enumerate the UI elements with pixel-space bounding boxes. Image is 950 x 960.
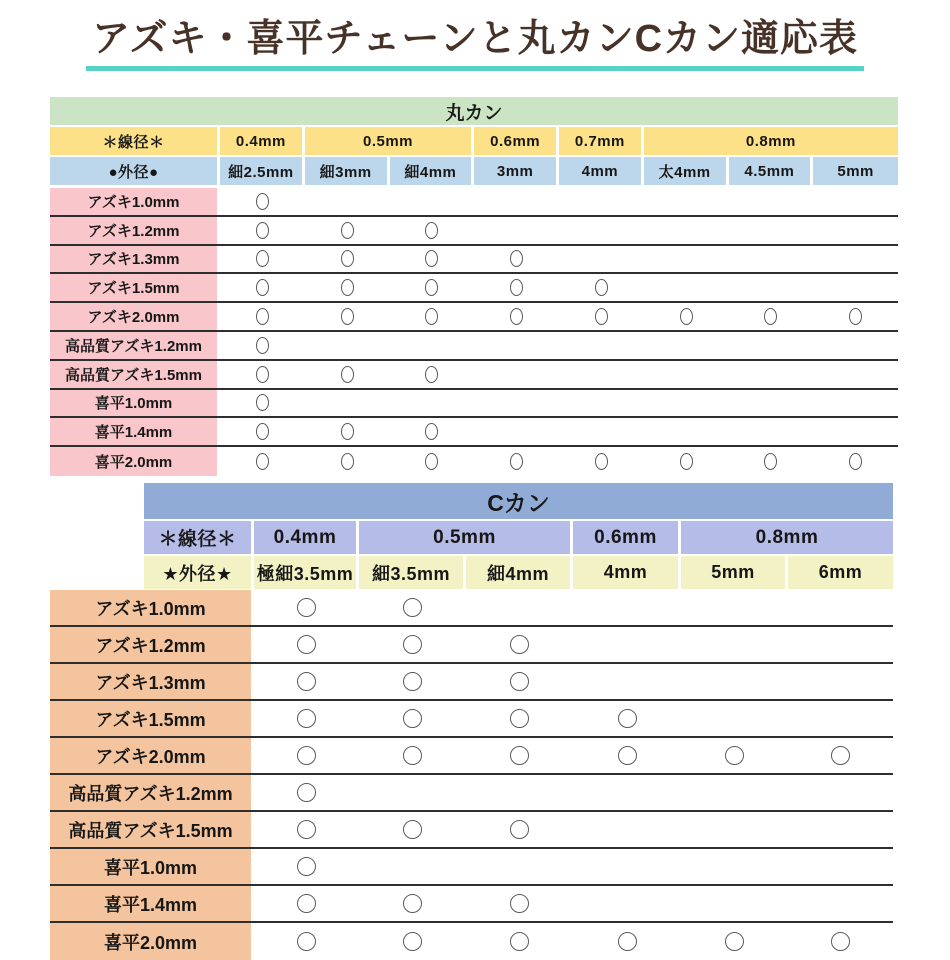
mark-cell <box>559 188 644 215</box>
compatible-mark <box>425 279 438 296</box>
chain-label: 喜平1.4mm <box>50 418 220 445</box>
outer-diameter-value: 細4mm <box>390 157 475 185</box>
compatible-mark <box>849 308 862 325</box>
mark-cell <box>474 361 559 388</box>
page-header <box>0 18 950 71</box>
chain-row <box>50 274 898 303</box>
mark-cell <box>474 217 559 244</box>
outer-diameter-value: 5mm <box>813 157 898 185</box>
mark-cell <box>474 303 559 330</box>
compatible-mark <box>510 635 529 654</box>
mark-cell <box>305 390 390 417</box>
chain-label: アズキ2.0mm <box>50 303 220 330</box>
mark-cell <box>788 701 893 736</box>
mark-cell <box>788 849 893 884</box>
mark-cell <box>729 217 814 244</box>
mark-cell <box>729 188 814 215</box>
chain-label: 高品質アズキ1.5mm <box>50 361 220 388</box>
chain-label: アズキ1.3mm <box>50 664 254 699</box>
mark-cell <box>220 246 305 273</box>
compatible-mark <box>297 635 316 654</box>
chain-label: アズキ2.0mm <box>50 738 254 773</box>
mark-cell <box>474 390 559 417</box>
compatible-mark <box>403 635 422 654</box>
compatible-mark <box>297 672 316 691</box>
outer-diameter-value: 4mm <box>573 556 681 589</box>
mark-cell <box>681 627 788 662</box>
mark-cell <box>474 447 559 476</box>
mark-cell <box>573 701 681 736</box>
mark-cell <box>729 274 814 301</box>
mark-cell <box>305 274 390 301</box>
mark-cell <box>573 812 681 847</box>
mark-cell <box>390 361 475 388</box>
compatible-mark <box>297 598 316 617</box>
outer-diameter-value: 4.5mm <box>729 157 814 185</box>
mark-cell <box>359 590 466 625</box>
wire-diameter-value: 0.6mm <box>573 521 681 554</box>
mark-cell <box>788 590 893 625</box>
compatible-mark <box>403 746 422 765</box>
mark-cell <box>573 923 681 960</box>
mark-cell <box>681 849 788 884</box>
mark-cell <box>254 849 359 884</box>
mark-cell <box>681 701 788 736</box>
mark-cell <box>254 812 359 847</box>
page-title: アズキ・喜平チェーンと丸カンCカン適応表 <box>86 18 864 71</box>
compatible-mark <box>256 193 269 210</box>
mark-cell <box>813 246 898 273</box>
chain-row <box>50 627 893 664</box>
mark-cell <box>466 738 573 773</box>
mark-cell <box>729 246 814 273</box>
outer-diameter-value: 細3mm <box>305 157 390 185</box>
compatible-mark <box>510 894 529 913</box>
mark-cell <box>729 361 814 388</box>
chain-row <box>50 447 898 476</box>
mark-cell <box>681 812 788 847</box>
mark-cell <box>466 923 573 960</box>
mark-cell <box>359 923 466 960</box>
mark-cell <box>220 361 305 388</box>
mark-cell <box>813 447 898 476</box>
mark-cell <box>788 923 893 960</box>
mark-cell <box>788 738 893 773</box>
mark-cell <box>466 886 573 921</box>
mark-cell <box>220 303 305 330</box>
mark-cell <box>254 923 359 960</box>
chain-row <box>50 390 898 419</box>
mark-cell <box>466 590 573 625</box>
mark-cell <box>220 217 305 244</box>
compatible-mark <box>256 366 269 383</box>
compatible-mark <box>341 279 354 296</box>
compatible-mark <box>403 932 422 951</box>
wire-diameter-label: ＊線径＊ <box>50 127 220 155</box>
mark-cell <box>559 246 644 273</box>
chain-label: アズキ1.5mm <box>50 274 220 301</box>
mark-cell <box>359 886 466 921</box>
compatible-mark <box>341 222 354 239</box>
mark-cell <box>729 303 814 330</box>
mark-cell <box>644 418 729 445</box>
compatible-mark <box>425 250 438 267</box>
mark-cell <box>681 775 788 810</box>
chain-row <box>50 923 893 960</box>
mark-cell <box>573 590 681 625</box>
compatible-mark <box>831 932 850 951</box>
outer-diameter-value: 太4mm <box>644 157 729 185</box>
mark-cell <box>359 812 466 847</box>
mark-cell <box>788 627 893 662</box>
mark-cell <box>813 217 898 244</box>
mark-cell <box>220 447 305 476</box>
table-title: 丸カン <box>50 97 898 125</box>
wire-diameter-row <box>50 521 893 554</box>
mark-cell <box>359 664 466 699</box>
chain-row <box>50 775 893 812</box>
compatible-mark <box>510 709 529 728</box>
compatible-mark <box>256 453 269 470</box>
mark-cell <box>390 332 475 359</box>
chain-row <box>50 361 898 390</box>
outer-diameter-value: 4mm <box>559 157 644 185</box>
mark-cell <box>573 849 681 884</box>
compatible-mark <box>510 250 523 267</box>
chain-row <box>50 332 898 361</box>
chain-label: 高品質アズキ1.2mm <box>50 332 220 359</box>
chain-row <box>50 217 898 246</box>
wire-diameter-value: 0.7mm <box>559 127 644 155</box>
mark-cell <box>254 664 359 699</box>
compatible-mark <box>510 279 523 296</box>
compatible-mark <box>297 746 316 765</box>
compatible-mark <box>849 453 862 470</box>
mark-cell <box>788 664 893 699</box>
maru-kan-compatibility-table <box>50 97 898 476</box>
chain-row <box>50 590 893 627</box>
mark-cell <box>390 418 475 445</box>
mark-cell <box>681 590 788 625</box>
compatible-mark <box>510 453 523 470</box>
outer-diameter-value: 3mm <box>474 157 559 185</box>
chain-row <box>50 701 893 738</box>
compatible-mark <box>341 250 354 267</box>
mark-cell <box>466 701 573 736</box>
mark-cell <box>466 775 573 810</box>
mark-cell <box>305 361 390 388</box>
chain-label: 高品質アズキ1.2mm <box>50 775 254 810</box>
compatible-mark <box>510 672 529 691</box>
mark-cell <box>573 775 681 810</box>
compatible-mark <box>595 279 608 296</box>
compatible-mark <box>341 308 354 325</box>
wire-diameter-value: 0.4mm <box>220 127 305 155</box>
mark-cell <box>390 390 475 417</box>
compatible-mark <box>595 308 608 325</box>
outer-diameter-label: ●外径● <box>50 157 220 185</box>
mark-cell <box>474 418 559 445</box>
mark-cell <box>220 274 305 301</box>
mark-cell <box>254 886 359 921</box>
chain-label: アズキ1.0mm <box>50 188 220 215</box>
mark-cell <box>644 246 729 273</box>
wire-diameter-label: ＊線径＊ <box>144 521 254 554</box>
chain-label: 喜平1.0mm <box>50 390 220 417</box>
compatible-mark <box>403 894 422 913</box>
mark-cell <box>466 849 573 884</box>
mark-cell <box>220 390 305 417</box>
outer-diameter-value: 細3.5mm <box>359 556 466 589</box>
outer-diameter-value: 細2.5mm <box>220 157 305 185</box>
mark-cell <box>474 246 559 273</box>
compatible-mark <box>403 598 422 617</box>
compatible-mark <box>618 746 637 765</box>
mark-cell <box>466 627 573 662</box>
compatible-mark <box>510 746 529 765</box>
mark-cell <box>788 775 893 810</box>
compatible-mark <box>341 423 354 440</box>
mark-cell <box>681 738 788 773</box>
table-title: Cカン <box>144 483 893 519</box>
compatible-mark <box>425 453 438 470</box>
compatible-mark <box>256 337 269 354</box>
compatible-mark <box>725 746 744 765</box>
chain-label: アズキ1.0mm <box>50 590 254 625</box>
compatible-mark <box>510 820 529 839</box>
compatible-mark <box>618 709 637 728</box>
mark-cell <box>220 418 305 445</box>
compatible-mark <box>425 308 438 325</box>
wire-diameter-value: 0.6mm <box>474 127 559 155</box>
mark-cell <box>359 738 466 773</box>
chain-label: 喜平1.0mm <box>50 849 254 884</box>
mark-cell <box>359 627 466 662</box>
mark-cell <box>644 274 729 301</box>
compatible-mark <box>725 932 744 951</box>
mark-cell <box>390 217 475 244</box>
header-spacer <box>50 521 144 554</box>
chain-row <box>50 664 893 701</box>
mark-cell <box>254 627 359 662</box>
mark-cell <box>813 361 898 388</box>
mark-cell <box>788 812 893 847</box>
compatible-mark <box>510 308 523 325</box>
outer-diameter-value: 細4mm <box>466 556 573 589</box>
compatible-mark <box>256 222 269 239</box>
mark-cell <box>254 775 359 810</box>
outer-diameter-value: 5mm <box>681 556 788 589</box>
mark-cell <box>305 418 390 445</box>
compatible-mark <box>403 709 422 728</box>
chain-row <box>50 188 898 217</box>
chain-label: アズキ1.2mm <box>50 627 254 662</box>
c-kan-compatibility-table <box>50 483 893 960</box>
mark-cell <box>681 664 788 699</box>
mark-cell <box>813 418 898 445</box>
chain-row <box>50 303 898 332</box>
outer-diameter-row <box>50 157 898 185</box>
mark-cell <box>359 849 466 884</box>
mark-cell <box>305 332 390 359</box>
mark-cell <box>474 274 559 301</box>
compatible-mark <box>256 423 269 440</box>
mark-cell <box>559 418 644 445</box>
mark-cell <box>559 447 644 476</box>
mark-cell <box>466 664 573 699</box>
compatible-mark <box>256 279 269 296</box>
mark-cell <box>559 332 644 359</box>
chain-label: 高品質アズキ1.5mm <box>50 812 254 847</box>
compatible-mark <box>510 932 529 951</box>
compatible-mark <box>297 783 316 802</box>
mark-cell <box>305 246 390 273</box>
compatible-mark <box>425 423 438 440</box>
compatible-mark <box>341 453 354 470</box>
mark-cell <box>573 886 681 921</box>
chain-label: 喜平2.0mm <box>50 923 254 960</box>
compatible-mark <box>595 453 608 470</box>
chain-row <box>50 418 898 447</box>
compatible-mark <box>425 222 438 239</box>
compatible-mark <box>256 308 269 325</box>
mark-cell <box>390 246 475 273</box>
mark-cell <box>254 701 359 736</box>
mark-cell <box>788 886 893 921</box>
mark-cell <box>305 303 390 330</box>
mark-cell <box>559 217 644 244</box>
wire-diameter-value: 0.4mm <box>254 521 359 554</box>
mark-cell <box>254 590 359 625</box>
header-spacer <box>50 483 144 519</box>
chain-row <box>50 738 893 775</box>
mark-cell <box>359 701 466 736</box>
mark-cell <box>573 627 681 662</box>
mark-cell <box>474 332 559 359</box>
mark-cell <box>305 188 390 215</box>
compatible-mark <box>297 857 316 876</box>
compatible-mark <box>831 746 850 765</box>
mark-cell <box>359 775 466 810</box>
compatible-mark <box>680 308 693 325</box>
mark-cell <box>729 418 814 445</box>
mark-cell <box>813 188 898 215</box>
chain-label: アズキ1.5mm <box>50 701 254 736</box>
chain-row <box>50 812 893 849</box>
compatible-mark <box>680 453 693 470</box>
mark-cell <box>559 361 644 388</box>
compatible-mark <box>403 820 422 839</box>
mark-cell <box>813 390 898 417</box>
mark-cell <box>559 390 644 417</box>
compatible-mark <box>256 250 269 267</box>
chain-label: 喜平1.4mm <box>50 886 254 921</box>
compatible-mark <box>764 308 777 325</box>
mark-cell <box>466 812 573 847</box>
mark-cell <box>559 303 644 330</box>
mark-cell <box>729 447 814 476</box>
compatible-mark <box>425 366 438 383</box>
mark-cell <box>644 332 729 359</box>
compatible-mark <box>618 932 637 951</box>
mark-cell <box>729 390 814 417</box>
compatible-mark <box>341 366 354 383</box>
compatible-mark <box>403 672 422 691</box>
chain-label: アズキ1.3mm <box>50 246 220 273</box>
mark-cell <box>573 738 681 773</box>
mark-cell <box>813 303 898 330</box>
mark-cell <box>254 738 359 773</box>
mark-cell <box>474 188 559 215</box>
mark-cell <box>220 332 305 359</box>
chain-label: アズキ1.2mm <box>50 217 220 244</box>
mark-cell <box>644 303 729 330</box>
chain-label: 喜平2.0mm <box>50 447 220 476</box>
wire-diameter-row <box>50 127 898 155</box>
wire-diameter-value: 0.8mm <box>681 521 893 554</box>
compatible-mark <box>297 709 316 728</box>
wire-diameter-value: 0.5mm <box>305 127 475 155</box>
header-spacer <box>50 556 144 589</box>
chain-row <box>50 849 893 886</box>
mark-cell <box>305 217 390 244</box>
compatible-mark <box>297 932 316 951</box>
compatible-mark <box>256 394 269 411</box>
table-title-row <box>50 483 893 519</box>
mark-cell <box>813 274 898 301</box>
mark-cell <box>305 447 390 476</box>
chain-row <box>50 246 898 275</box>
mark-cell <box>220 188 305 215</box>
outer-diameter-row <box>50 556 893 589</box>
compatible-mark <box>764 453 777 470</box>
outer-diameter-label: ★外径★ <box>144 556 254 589</box>
mark-cell <box>644 188 729 215</box>
wire-diameter-value: 0.8mm <box>644 127 898 155</box>
mark-cell <box>390 303 475 330</box>
mark-cell <box>573 664 681 699</box>
chain-row <box>50 886 893 923</box>
mark-cell <box>813 332 898 359</box>
table-title-row <box>50 97 898 125</box>
mark-cell <box>644 390 729 417</box>
compatible-mark <box>297 894 316 913</box>
mark-cell <box>390 274 475 301</box>
mark-cell <box>681 886 788 921</box>
wire-diameter-value: 0.5mm <box>359 521 573 554</box>
mark-cell <box>390 188 475 215</box>
mark-cell <box>681 923 788 960</box>
mark-cell <box>390 447 475 476</box>
mark-cell <box>644 217 729 244</box>
outer-diameter-value: 6mm <box>788 556 893 589</box>
mark-cell <box>644 447 729 476</box>
mark-cell <box>729 332 814 359</box>
outer-diameter-value: 極細3.5mm <box>254 556 359 589</box>
compatible-mark <box>297 820 316 839</box>
mark-cell <box>559 274 644 301</box>
mark-cell <box>644 361 729 388</box>
